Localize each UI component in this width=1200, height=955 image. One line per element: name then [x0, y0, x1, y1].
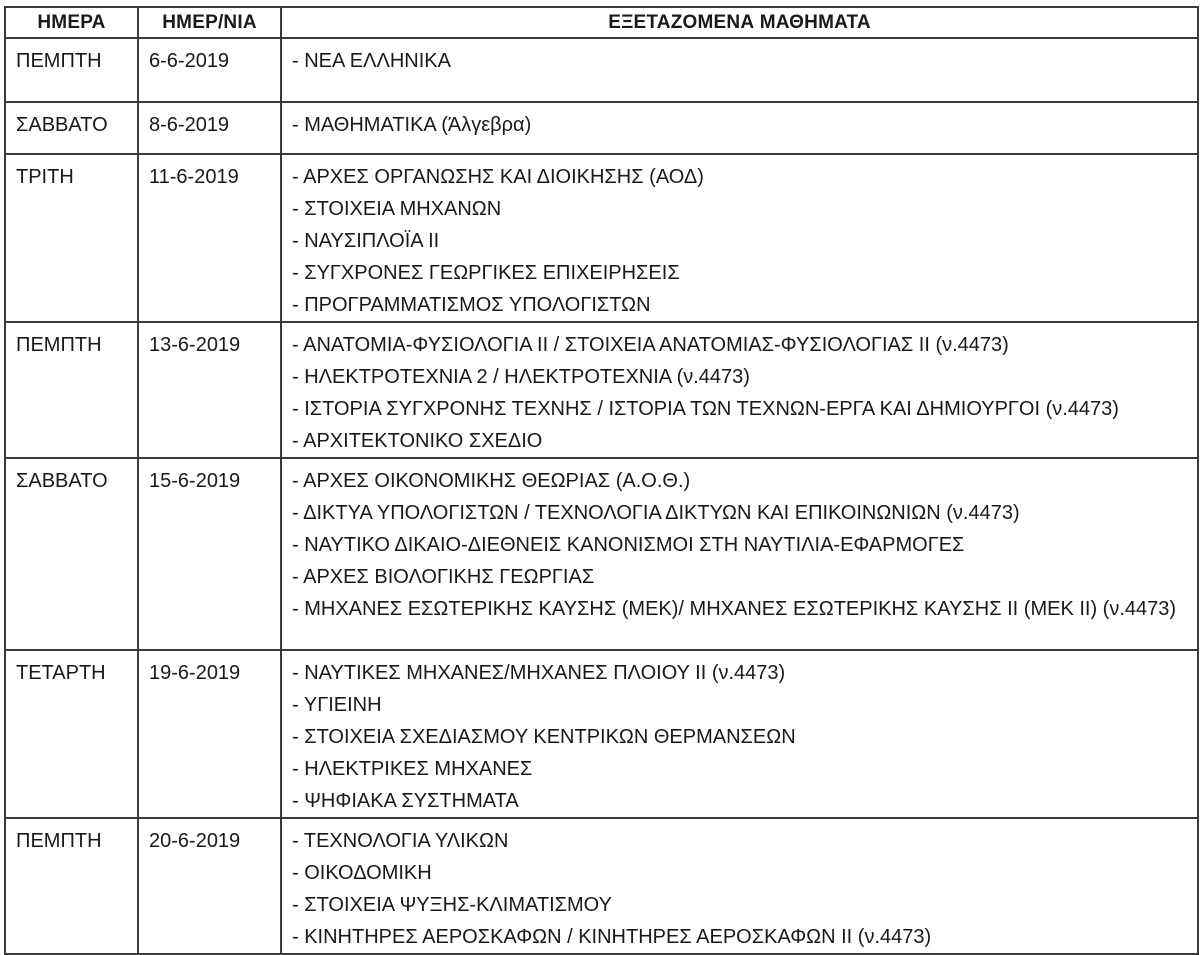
table-row — [5, 154, 1198, 322]
table-row — [5, 650, 1198, 818]
subject-item: - ΣΥΓΧΡΟΝΕΣ ΓΕΩΡΓΙΚΕΣ ΕΠΙΧΕΙΡΗΣΕΙΣ — [292, 262, 680, 284]
row-date: 11-6-2019 — [149, 166, 239, 188]
schedule-body — [5, 38, 1198, 954]
header-date: ΗΜΕΡ/ΝΙΑ — [138, 7, 281, 38]
subject-list — [292, 45, 1197, 77]
row-date: 13-6-2019 — [149, 334, 241, 356]
row-day: ΤΡΙΤΗ — [16, 166, 74, 188]
subject-item: - ΜΗΧΑΝΕΣ ΕΣΩΤΕΡΙΚΗΣ ΚΑΥΣΗΣ (ΜΕΚ)/ ΜΗΧΑΝΕΣ ΕΣΩΤΕΡΙΚΗΣ ΚΑΥΣΗΣ ΙΙ (ΜΕΚ ΙΙ) (ν.4473) — [292, 598, 1177, 620]
subject-item: - ΑΡΧΕΣ ΟΙΚΟΝΟΜΙΚΗΣ ΘΕΩΡΙΑΣ (Α.Ο.Θ.) — [292, 470, 691, 492]
subject-item: - ΣΤΟΙΧΕΙΑ ΣΧΕΔΙΑΣΜΟΥ ΚΕΝΤΡΙΚΩΝ ΘΕΡΜΑΝΣΕΩΝ — [292, 726, 796, 748]
row-date: 19-6-2019 — [149, 662, 241, 684]
subject-item: - ΑΡΧΕΣ ΒΙΟΛΟΓΙΚΗΣ ΓΕΩΡΓΙΑΣ — [292, 566, 595, 588]
subject-list — [292, 161, 1197, 321]
subject-item: - ΗΛΕΚΤΡΟΤΕΧΝΙΑ 2 / ΗΛΕΚΤΡΟΤΕΧΝΙΑ (ν.4473) — [292, 366, 750, 388]
subject-item: - ΠΡΟΓΡΑΜΜΑΤΙΣΜΟΣ ΥΠΟΛΟΓΙΣΤΩΝ — [292, 294, 651, 316]
table-row — [5, 458, 1198, 650]
subject-item: - ΣΤΟΙΧΕΙΑ ΨΥΞΗΣ-ΚΛΙΜΑΤΙΣΜΟΥ — [292, 894, 612, 916]
header-row — [5, 7, 1198, 38]
subject-list — [292, 109, 1197, 141]
header-subjects: ΕΞΕΤΑΖΟΜΕΝΑ ΜΑΘΗΜΑΤΑ — [281, 7, 1198, 38]
subject-item: - ΜΑΘΗΜΑΤΙΚΑ (Άλγεβρα) — [292, 114, 532, 136]
subject-item: - ΔΙΚΤΥΑ ΥΠΟΛΟΓΙΣΤΩΝ / ΤΕΧΝΟΛΟΓΙΑ ΔΙΚΤΥΩΝ ΚΑΙ ΕΠΙΚΟΙΝΩΝΙΩΝ (ν.4473) — [292, 502, 1020, 524]
subject-item: - ΚΙΝΗΤΗΡΕΣ ΑΕΡΟΣΚΑΦΩΝ / ΚΙΝΗΤΗΡΕΣ ΑΕΡΟΣΚΑΦΩΝ ΙΙ (ν.4473) — [292, 926, 932, 948]
row-day: ΠΕΜΠΤΗ — [16, 50, 102, 72]
subject-item: - ΙΣΤΟΡΙΑ ΣΥΓΧΡΟΝΗΣ ΤΕΧΝΗΣ / ΙΣΤΟΡΙΑ ΤΩΝ ΤΕΧΝΩΝ-ΕΡΓΑ ΚΑΙ ΔΗΜΙΟΥΡΓΟΙ (ν.4473) — [292, 398, 1119, 420]
table-row — [5, 38, 1198, 102]
subject-list — [292, 657, 1197, 817]
table-row — [5, 322, 1198, 458]
subject-item: - ΝΕΑ ΕΛΛΗΝΙΚΑ — [292, 50, 451, 72]
subject-list — [292, 465, 1197, 625]
subject-list — [292, 329, 1197, 457]
subject-item: - ΝΑΥΣΙΠΛΟΪΑ ΙΙ — [292, 230, 440, 252]
subject-item: - ΟΙΚΟΔΟΜΙΚΗ — [292, 862, 432, 884]
table-row — [5, 102, 1198, 154]
exam-schedule-document — [4, 6, 1197, 948]
row-day: ΠΕΜΠΤΗ — [16, 830, 102, 852]
exam-schedule-table — [4, 6, 1199, 955]
subject-item: - ΥΓΙΕΙΝΗ — [292, 694, 382, 716]
row-day: ΣΑΒΒΑΤΟ — [16, 114, 108, 136]
subject-item: - ΝΑΥΤΙΚΕΣ ΜΗΧΑΝΕΣ/ΜΗΧΑΝΕΣ ΠΛΟΙΟΥ ΙΙ (ν.4473) — [292, 662, 786, 684]
subject-item: - ΣΤΟΙΧΕΙΑ ΜΗΧΑΝΩΝ — [292, 198, 502, 220]
header-day: ΗΜΕΡΑ — [5, 7, 138, 38]
row-day: ΣΑΒΒΑΤΟ — [16, 470, 108, 492]
row-day: ΤΕΤΑΡΤΗ — [16, 662, 106, 684]
table-row — [5, 818, 1198, 954]
subject-item: - ΑΡΧΙΤΕΚΤΟΝΙΚΟ ΣΧΕΔΙΟ — [292, 430, 543, 452]
row-date: 6-6-2019 — [149, 50, 230, 72]
row-date: 8-6-2019 — [149, 114, 230, 136]
subject-list — [292, 825, 1197, 953]
subject-item: - ΑΡΧΕΣ ΟΡΓΑΝΩΣΗΣ ΚΑΙ ΔΙΟΙΚΗΣΗΣ (ΑΟΔ) — [292, 166, 704, 188]
row-date: 20-6-2019 — [149, 830, 241, 852]
subject-item: - ΨΗΦΙΑΚΑ ΣΥΣΤΗΜΑΤΑ — [292, 790, 519, 812]
row-day: ΠΕΜΠΤΗ — [16, 334, 102, 356]
row-date: 15-6-2019 — [149, 470, 241, 492]
subject-item: - ΤΕΧΝΟΛΟΓΙΑ ΥΛΙΚΩΝ — [292, 830, 509, 852]
subject-item: - ΝΑΥΤΙΚΟ ΔΙΚΑΙΟ-ΔΙΕΘΝΕΙΣ ΚΑΝΟΝΙΣΜΟΙ ΣΤΗ ΝΑΥΤΙΛΙΑ-ΕΦΑΡΜΟΓΕΣ — [292, 534, 965, 556]
subject-item: - ΗΛΕΚΤΡΙΚΕΣ ΜΗΧΑΝΕΣ — [292, 758, 533, 780]
subject-item: - ΑΝΑΤΟΜΙΑ-ΦΥΣΙΟΛΟΓΙΑ ΙΙ / ΣΤΟΙΧΕΙΑ ΑΝΑΤΟΜΙΑΣ-ΦΥΣΙΟΛΟΓΙΑΣ ΙΙ (ν.4473) — [292, 334, 1009, 356]
